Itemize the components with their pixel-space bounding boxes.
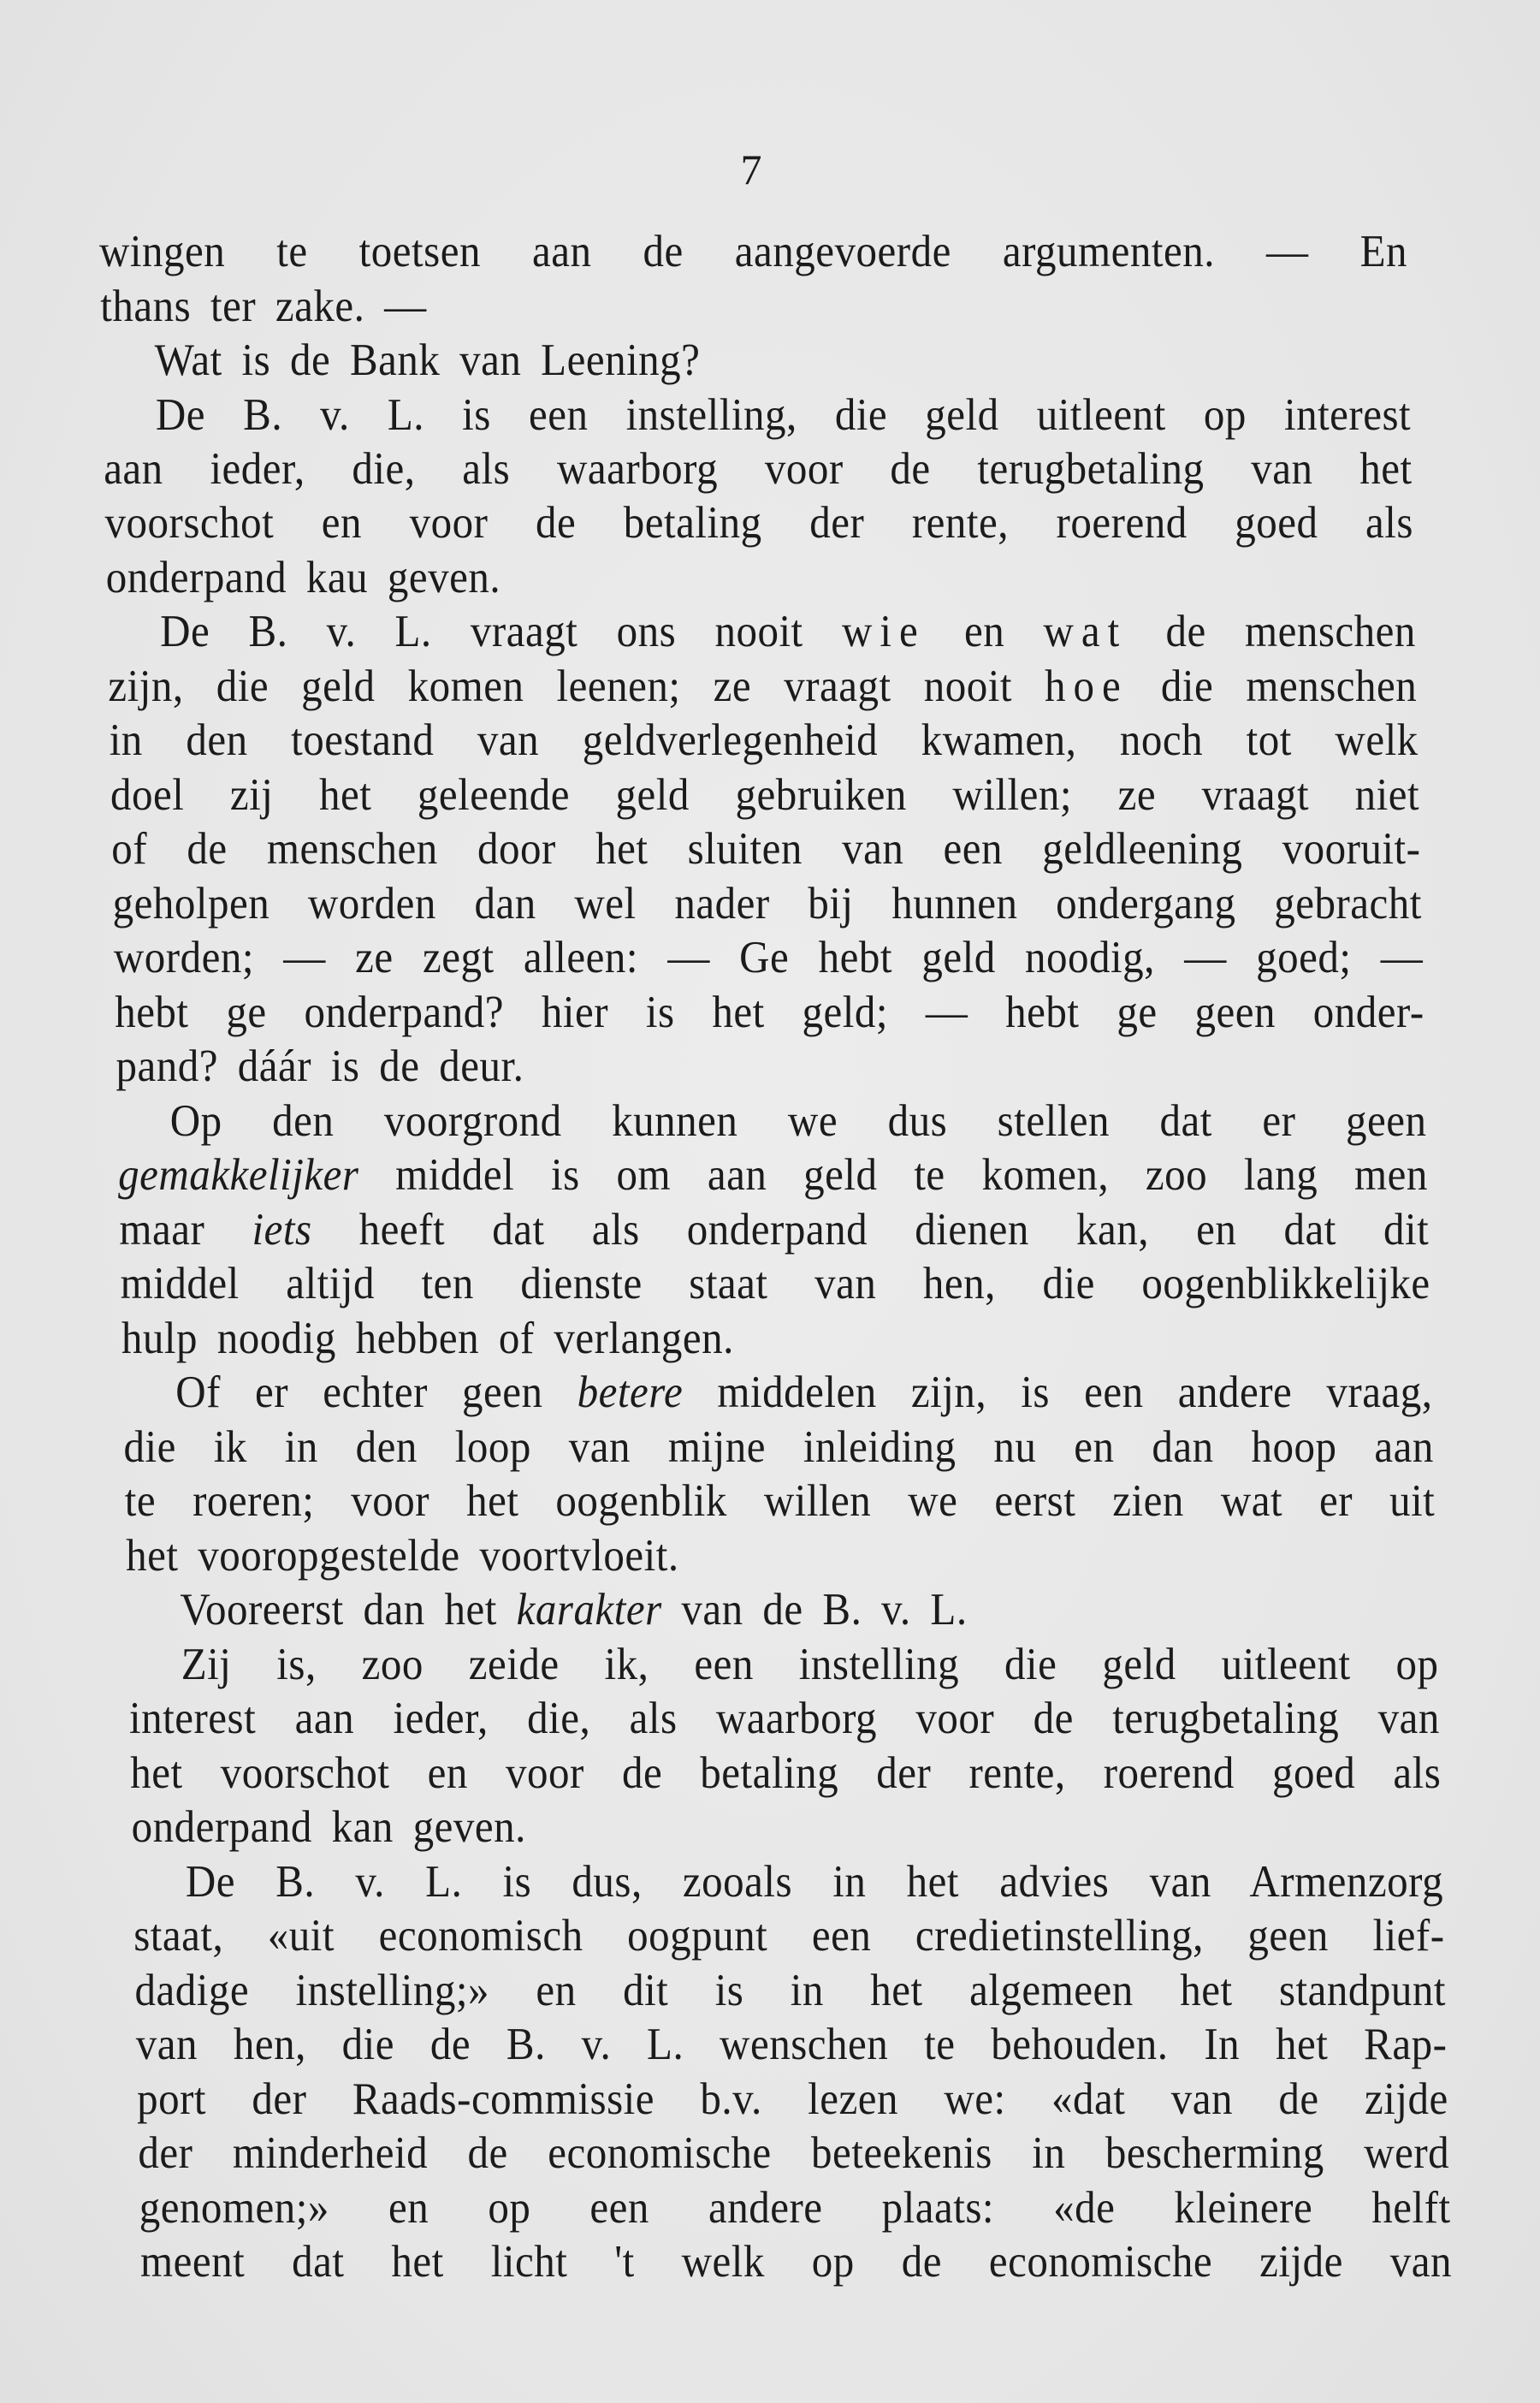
text-line: der minderheid de economische beteekenis in bescherming werd (138, 2127, 1450, 2178)
text-line (180, 1581, 1437, 1638)
text-segment: heeft dat als onderpand dienen kan, en dat dit (311, 1203, 1430, 1255)
text-line: hebt ge onderpand? hier is het geld; — hebt ge geen onder- (115, 986, 1424, 1037)
text-line: onderpand kan geven. (131, 1801, 526, 1852)
text-line: Zij is, zoo zeide ik, een instelling die geld uitleent op (181, 1637, 1439, 1689)
text-line: genomen;» en op een andere plaats: «de kleinere helft (139, 2180, 1451, 2233)
text-line: hulp noodig hebben of verlangen. (121, 1311, 734, 1363)
text-line: in den toestand van geldverlegenheid kwamen, noch tot welk (109, 714, 1419, 766)
text-segment: van de B. v. L. (661, 1583, 968, 1635)
text-segment: De B. v. L. vraagt ons nooit (160, 605, 842, 657)
text-line: staat, «uit economisch oogpunt een credietinstelling, geen lief- (133, 1909, 1445, 1961)
text-line: doel zij het geleende geld gebruiken willen; ze vraagt niet (110, 768, 1420, 820)
text-segment: maar (119, 1203, 252, 1255)
text-segment: en (925, 605, 1044, 657)
text-line: van hen, die de B. v. L. wenschen te behouden. In het Rap- (135, 2018, 1448, 2069)
page-number: 7 (740, 145, 762, 193)
spaced-emphasis: wie (841, 605, 926, 657)
text-line: port der Raads-commissie b.v. lezen we: «dat van de zijde (137, 2072, 1448, 2124)
text-segment: zijn, die geld komen leenen; ze vraagt nooit (108, 660, 1045, 711)
italic-emphasis: gemakkelijker (118, 1148, 359, 1200)
text-line: het vooropgestelde voortvloeit. (126, 1528, 679, 1581)
italic-emphasis: karakter (516, 1583, 662, 1635)
text-line: De B. v. L. is een instelling, die geld uitleent op interest (155, 388, 1412, 440)
italic-emphasis: betere (577, 1366, 684, 1417)
italic-emphasis: iets (252, 1203, 312, 1255)
text-line: voorschot en voor de betaling der rente, roerend goed als (104, 496, 1413, 549)
text-segment: Of er echter geen (175, 1366, 578, 1417)
text-line: worden; — ze zegt alleen: — Ge hebt geld noodig, — goed; — (113, 931, 1424, 982)
text-line (118, 1146, 1428, 1203)
text-segment: de menschen (1127, 605, 1416, 657)
text-line: die ik in den loop van mijne inleiding nu en dan hoop aan (123, 1420, 1434, 1472)
text-line: het voorschot en voor de betaling der rente, roerend goed als (130, 1746, 1442, 1798)
text-line (108, 657, 1417, 715)
spaced-emphasis: wat (1043, 605, 1128, 657)
text-line: Op den voorgrond kunnen we dus stellen dat er geen (169, 1095, 1427, 1146)
text-line: onderpand kau geven. (105, 551, 501, 602)
text-line: meent dat het licht 't welk op de economische zijde van (140, 2235, 1452, 2287)
spaced-emphasis: hoe (1045, 660, 1128, 711)
text-line: te roeren; voor het oogenblik willen we eerst zien wat er uit (124, 1474, 1436, 1526)
text-line (119, 1201, 1429, 1258)
text-segment: middel is om aan geld te komen, zoo lang men (358, 1148, 1428, 1200)
text-line: interest aan ieder, die, als waarborg voor de terugbetaling van (129, 1692, 1440, 1743)
text-segment: middelen zijn, is een andere vraag, (683, 1366, 1433, 1417)
text-line: dadige instelling;» en dit is in het algemeen het standpunt (134, 1963, 1446, 2015)
text-line: of de menschen door het sluiten van een geldleening vooruit- (111, 822, 1421, 875)
text-line: thans ter zake. — (100, 279, 427, 331)
text-line: aan ieder, die, als waarborg voor de terugbetaling van het (104, 442, 1413, 494)
text-line (160, 602, 1416, 660)
text-line: Wat is de Bank van Leening? (154, 334, 701, 385)
text-segment: Vooreerst dan het (180, 1583, 517, 1635)
text-segment: die menschen (1128, 660, 1418, 711)
text-line: geholpen worden dan wel nader bij hunnen ondergang gebracht (112, 877, 1422, 929)
text-line (175, 1363, 1432, 1421)
text-line: De B. v. L. is dus, zooals in het advies van Armenzorg (185, 1854, 1444, 1907)
text-line: middel altijd ten dienste staat van hen, die oogenblikkelijke (120, 1257, 1430, 1308)
text-line: wingen te toetsen aan de aangevoerde argumenten. — En (99, 225, 1407, 276)
text-line: pand? dáár is de deur. (116, 1040, 524, 1091)
